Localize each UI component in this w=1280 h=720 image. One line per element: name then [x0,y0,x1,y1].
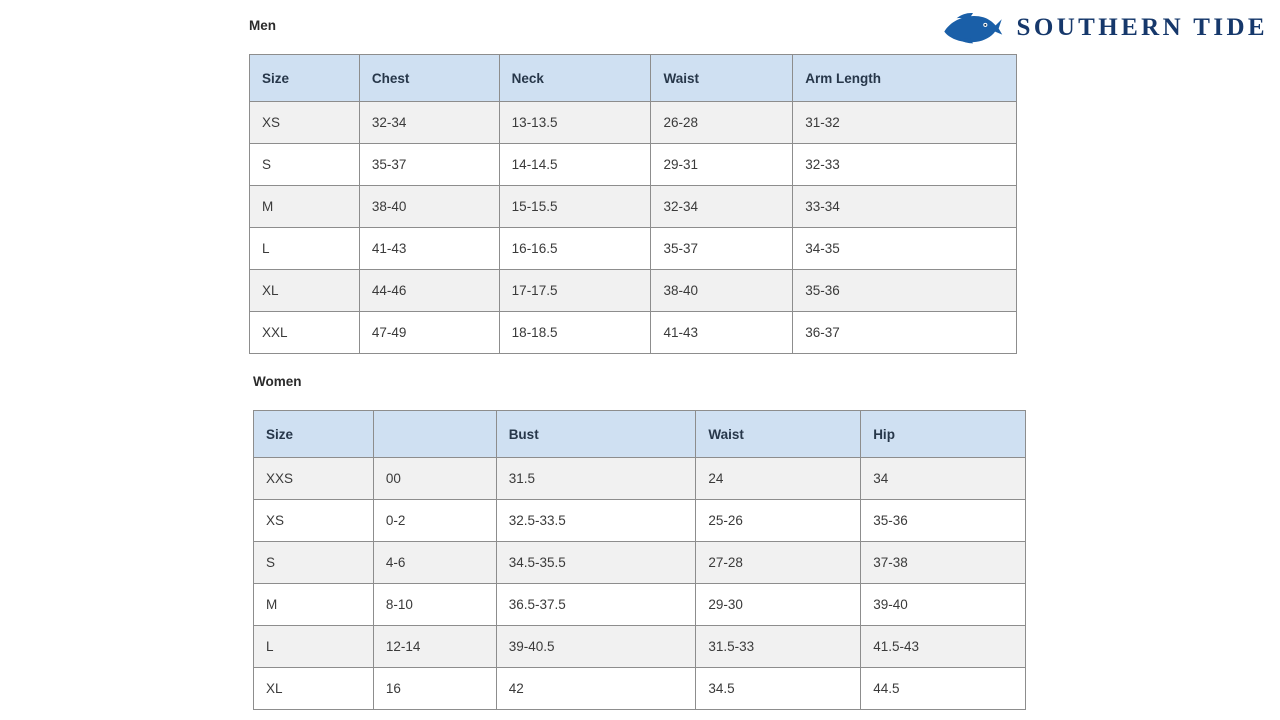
cell-size: L [250,228,360,270]
cell-waist: 24 [696,458,861,500]
cell-waist: 29-30 [696,584,861,626]
cell-waist: 25-26 [696,500,861,542]
cell-size: M [254,584,374,626]
cell-size: XL [254,668,374,710]
cell-chest: 35-37 [359,144,499,186]
table-row [250,312,1017,354]
cell-arm-length: 32-33 [793,144,1017,186]
cell-arm-length: 35-36 [793,270,1017,312]
table-header-row [254,411,1026,458]
table-row [250,270,1017,312]
cell-hip: 34 [861,458,1026,500]
brand-name: SOUTHERN TIDE [1016,14,1268,41]
men-section-title: Men [249,18,276,33]
column-header-chest: Chest [359,55,499,102]
cell-waist: 34.5 [696,668,861,710]
cell-size: XXL [250,312,360,354]
brand-logo [941,8,1268,48]
cell-waist: 29-31 [651,144,793,186]
table-row [254,500,1026,542]
column-header-size: Size [250,55,360,102]
table-row [254,584,1026,626]
cell-waist: 26-28 [651,102,793,144]
cell-bust: 39-40.5 [496,626,696,668]
cell-hip: 41.5-43 [861,626,1026,668]
cell-numeric-size: 8-10 [373,584,496,626]
cell-size: XXS [254,458,374,500]
cell-size: XL [250,270,360,312]
table-row [250,186,1017,228]
table-row [254,542,1026,584]
cell-hip: 37-38 [861,542,1026,584]
cell-size: S [254,542,374,584]
women-section-title: Women [253,374,302,389]
column-header-waist: Waist [651,55,793,102]
cell-numeric-size: 0-2 [373,500,496,542]
cell-numeric-size: 12-14 [373,626,496,668]
cell-hip: 44.5 [861,668,1026,710]
cell-neck: 18-18.5 [499,312,651,354]
men-size-table [249,54,1017,354]
cell-waist: 41-43 [651,312,793,354]
cell-bust: 31.5 [496,458,696,500]
column-header-arm-length: Arm Length [793,55,1017,102]
table-row [254,668,1026,710]
table-header-row [250,55,1017,102]
cell-chest: 32-34 [359,102,499,144]
cell-bust: 34.5-35.5 [496,542,696,584]
cell-chest: 44-46 [359,270,499,312]
cell-waist: 31.5-33 [696,626,861,668]
cell-arm-length: 34-35 [793,228,1017,270]
cell-size: XS [250,102,360,144]
cell-neck: 14-14.5 [499,144,651,186]
skipjack-fish-icon [941,8,1003,48]
cell-numeric-size: 16 [373,668,496,710]
column-header-bust: Bust [496,411,696,458]
table-row [254,626,1026,668]
cell-size: M [250,186,360,228]
cell-waist: 35-37 [651,228,793,270]
column-header-neck: Neck [499,55,651,102]
column-header-hip: Hip [861,411,1026,458]
cell-hip: 39-40 [861,584,1026,626]
cell-neck: 17-17.5 [499,270,651,312]
cell-waist: 32-34 [651,186,793,228]
cell-neck: 13-13.5 [499,102,651,144]
table-row [250,228,1017,270]
cell-numeric-size: 00 [373,458,496,500]
column-header-numeric-size [373,411,496,458]
cell-waist: 38-40 [651,270,793,312]
cell-hip: 35-36 [861,500,1026,542]
cell-size: XS [254,500,374,542]
cell-size: S [250,144,360,186]
cell-neck: 15-15.5 [499,186,651,228]
cell-chest: 47-49 [359,312,499,354]
table-row [250,102,1017,144]
cell-bust: 32.5-33.5 [496,500,696,542]
table-row [254,458,1026,500]
table-row [250,144,1017,186]
cell-bust: 36.5-37.5 [496,584,696,626]
column-header-waist: Waist [696,411,861,458]
cell-waist: 27-28 [696,542,861,584]
cell-arm-length: 33-34 [793,186,1017,228]
cell-chest: 41-43 [359,228,499,270]
cell-bust: 42 [496,668,696,710]
cell-chest: 38-40 [359,186,499,228]
column-header-size: Size [254,411,374,458]
cell-neck: 16-16.5 [499,228,651,270]
cell-arm-length: 31-32 [793,102,1017,144]
women-size-table [253,410,1026,710]
cell-size: L [254,626,374,668]
cell-arm-length: 36-37 [793,312,1017,354]
cell-numeric-size: 4-6 [373,542,496,584]
